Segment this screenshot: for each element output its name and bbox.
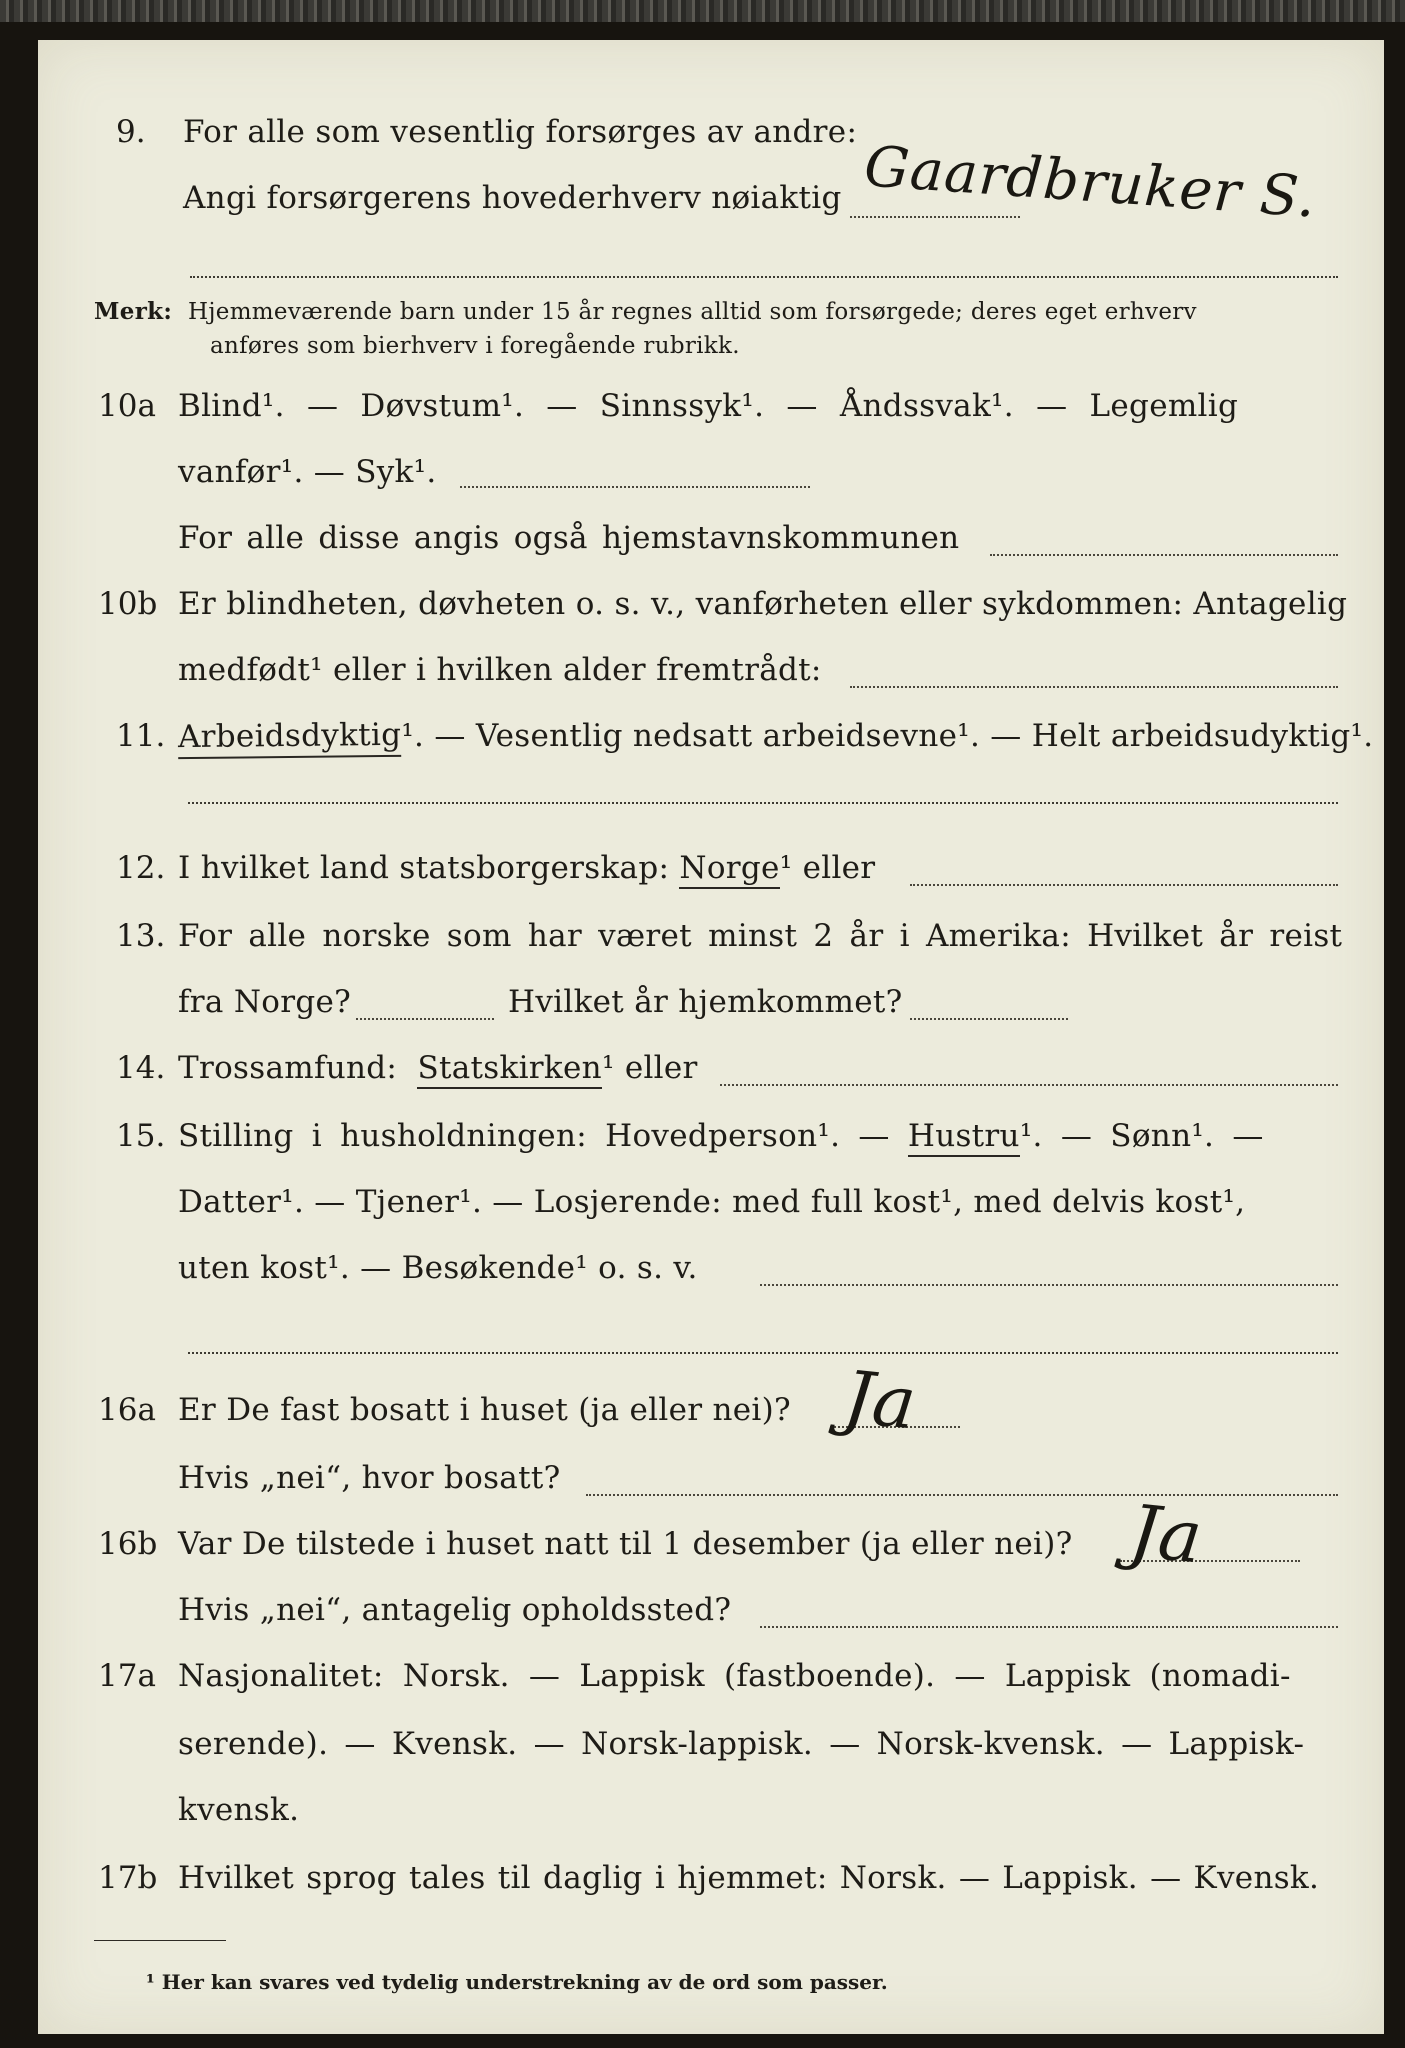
q14-number: 14.: [116, 1050, 166, 1086]
q11-rest: ¹. — Vesentlig nedsatt arbeidsevne¹. — Helt arbeidsudyktig¹.: [401, 718, 1374, 754]
q15-blank-line: [188, 1352, 1338, 1354]
q9-blank-line: [190, 276, 1338, 278]
q13-line1: For alle norske som har været minst 2 år i Amerika: Hvilket år reist: [178, 918, 1343, 954]
form-sheet: [38, 40, 1384, 2034]
q14-eller: ¹ eller: [601, 1050, 698, 1086]
q10a-line1: Blind¹. — Døvstum¹. — Sinnssyk¹. — Åndssvak¹. — Legemlig: [178, 388, 1239, 424]
q10b-line1: Er blindheten, døvheten o. s. v., vanførheten eller sykdommen: Antagelig: [178, 586, 1348, 622]
q11-arbeidsdyktig-underlined: Arbeidsdyktig: [178, 715, 402, 759]
q9-line1: For alle som vesentlig forsørges av andre:: [183, 114, 858, 150]
q16a-bosatt-dotline: [586, 1494, 1338, 1496]
q17b-line1: Hvilket sprog tales til daglig i hjemmet: Norsk. — Lappisk. — Kvensk.: [178, 1860, 1320, 1896]
q10b-line2: medfødt¹ eller i hvilken alder fremtrådt:: [178, 652, 822, 688]
q9-answer-dotline: [850, 216, 1020, 218]
q13-hjemkommet-dotline: [910, 1018, 1068, 1020]
q10b-alder-dotline: [850, 686, 1338, 688]
q13-reist-dotline: [356, 1018, 494, 1020]
q14-line: [178, 1048, 698, 1088]
q16a-number: 16a: [98, 1392, 156, 1428]
q16a-line2: Hvis „nei“, hvor bosatt?: [178, 1460, 561, 1496]
q13-line2b: Hvilket år hjemkommet?: [508, 984, 903, 1020]
q16b-line2: Hvis „nei“, antagelig opholdssted?: [178, 1592, 732, 1628]
q16b-opholdssted-dotline: [760, 1626, 1338, 1628]
q16a-line1: Er De fast bosatt i huset (ja eller nei)?: [178, 1392, 791, 1428]
q12-eller: ¹ eller: [779, 850, 876, 886]
footnote: ¹ Her kan svares ved tydelig understrekning av de ord som passer.: [146, 1970, 888, 1994]
q10a-syk-dotline: [460, 486, 810, 488]
q15-hustru-underlined: Hustru: [908, 1118, 1020, 1157]
merk-line1: Hjemmeværende barn under 15 år regnes alltid som forsørgede; deres eget erhverv: [188, 299, 1197, 325]
q16b-line1: Var De tilstede i huset natt til 1 desember (ja eller nei)?: [178, 1526, 1073, 1562]
q17a-line1: Nasjonalitet: Norsk. — Lappisk (fastboende). — Lappisk (nomadi-: [178, 1658, 1291, 1694]
q17a-line2: serende). — Kvensk. — Norsk-lappisk. — Norsk-kvensk. — Lappisk-: [178, 1726, 1305, 1762]
q15-line2: Datter¹. — Tjener¹. — Losjerende: med full kost¹, med delvis kost¹,: [178, 1184, 1246, 1220]
q12-norge-underlined: Norge: [679, 850, 779, 889]
q12-line: [178, 848, 875, 888]
q12-question: I hvilket land statsborgerskap:: [178, 850, 670, 886]
q12-number: 12.: [116, 850, 166, 886]
q17a-line3: kvensk.: [178, 1792, 300, 1828]
q10a-line2: vanfør¹. — Syk¹.: [178, 454, 437, 490]
q10b-number: 10b: [98, 586, 158, 622]
q9-number: 9.: [116, 114, 146, 150]
footnote-rule: [94, 1940, 226, 1941]
q17b-number: 17b: [98, 1860, 158, 1896]
scan-edge-strip: [0, 0, 1405, 22]
q15-line3: uten kost¹. — Besøkende¹ o. s. v.: [178, 1250, 698, 1286]
q15-line1a: Stilling i husholdningen: Hovedperson¹. —: [178, 1118, 890, 1154]
q11-line: [178, 716, 1373, 758]
q9-handwritten-answer: Gaardbruker S.: [862, 134, 1319, 231]
q10a-line3: For alle disse angis også hjemstavnskommunen: [178, 520, 960, 556]
q10a-kommune-dotline: [990, 554, 1338, 556]
q10a-number: 10a: [98, 388, 156, 424]
q14-dotline: [720, 1084, 1338, 1086]
q14-statskirken-underlined: Statskirken: [417, 1050, 601, 1089]
merk-label: Merk:: [94, 298, 173, 325]
q13-line2a: fra Norge?: [178, 984, 352, 1020]
q15-line1c: ¹. — Sønn¹. —: [1019, 1118, 1264, 1154]
q11-number: 11.: [116, 718, 166, 754]
q11-blank-line: [188, 802, 1338, 804]
q12-dotline: [910, 884, 1338, 886]
q13-number: 13.: [116, 918, 166, 954]
merk-line2: anføres som bierhverv i foregående rubrikk.: [210, 333, 740, 359]
q16b-handwritten-answer: Ja: [1125, 1488, 1206, 1580]
q15-dotline: [760, 1284, 1338, 1286]
q16a-handwritten-answer: Ja: [839, 1354, 920, 1446]
q15-line1: [178, 1116, 1264, 1156]
q9-line2: Angi forsørgerens hovederhverv nøiaktig: [183, 180, 842, 216]
q17a-number: 17a: [98, 1658, 156, 1694]
q15-number: 15.: [116, 1118, 166, 1154]
q16b-number: 16b: [98, 1526, 158, 1562]
q14-question: Trossamfund:: [178, 1050, 398, 1086]
